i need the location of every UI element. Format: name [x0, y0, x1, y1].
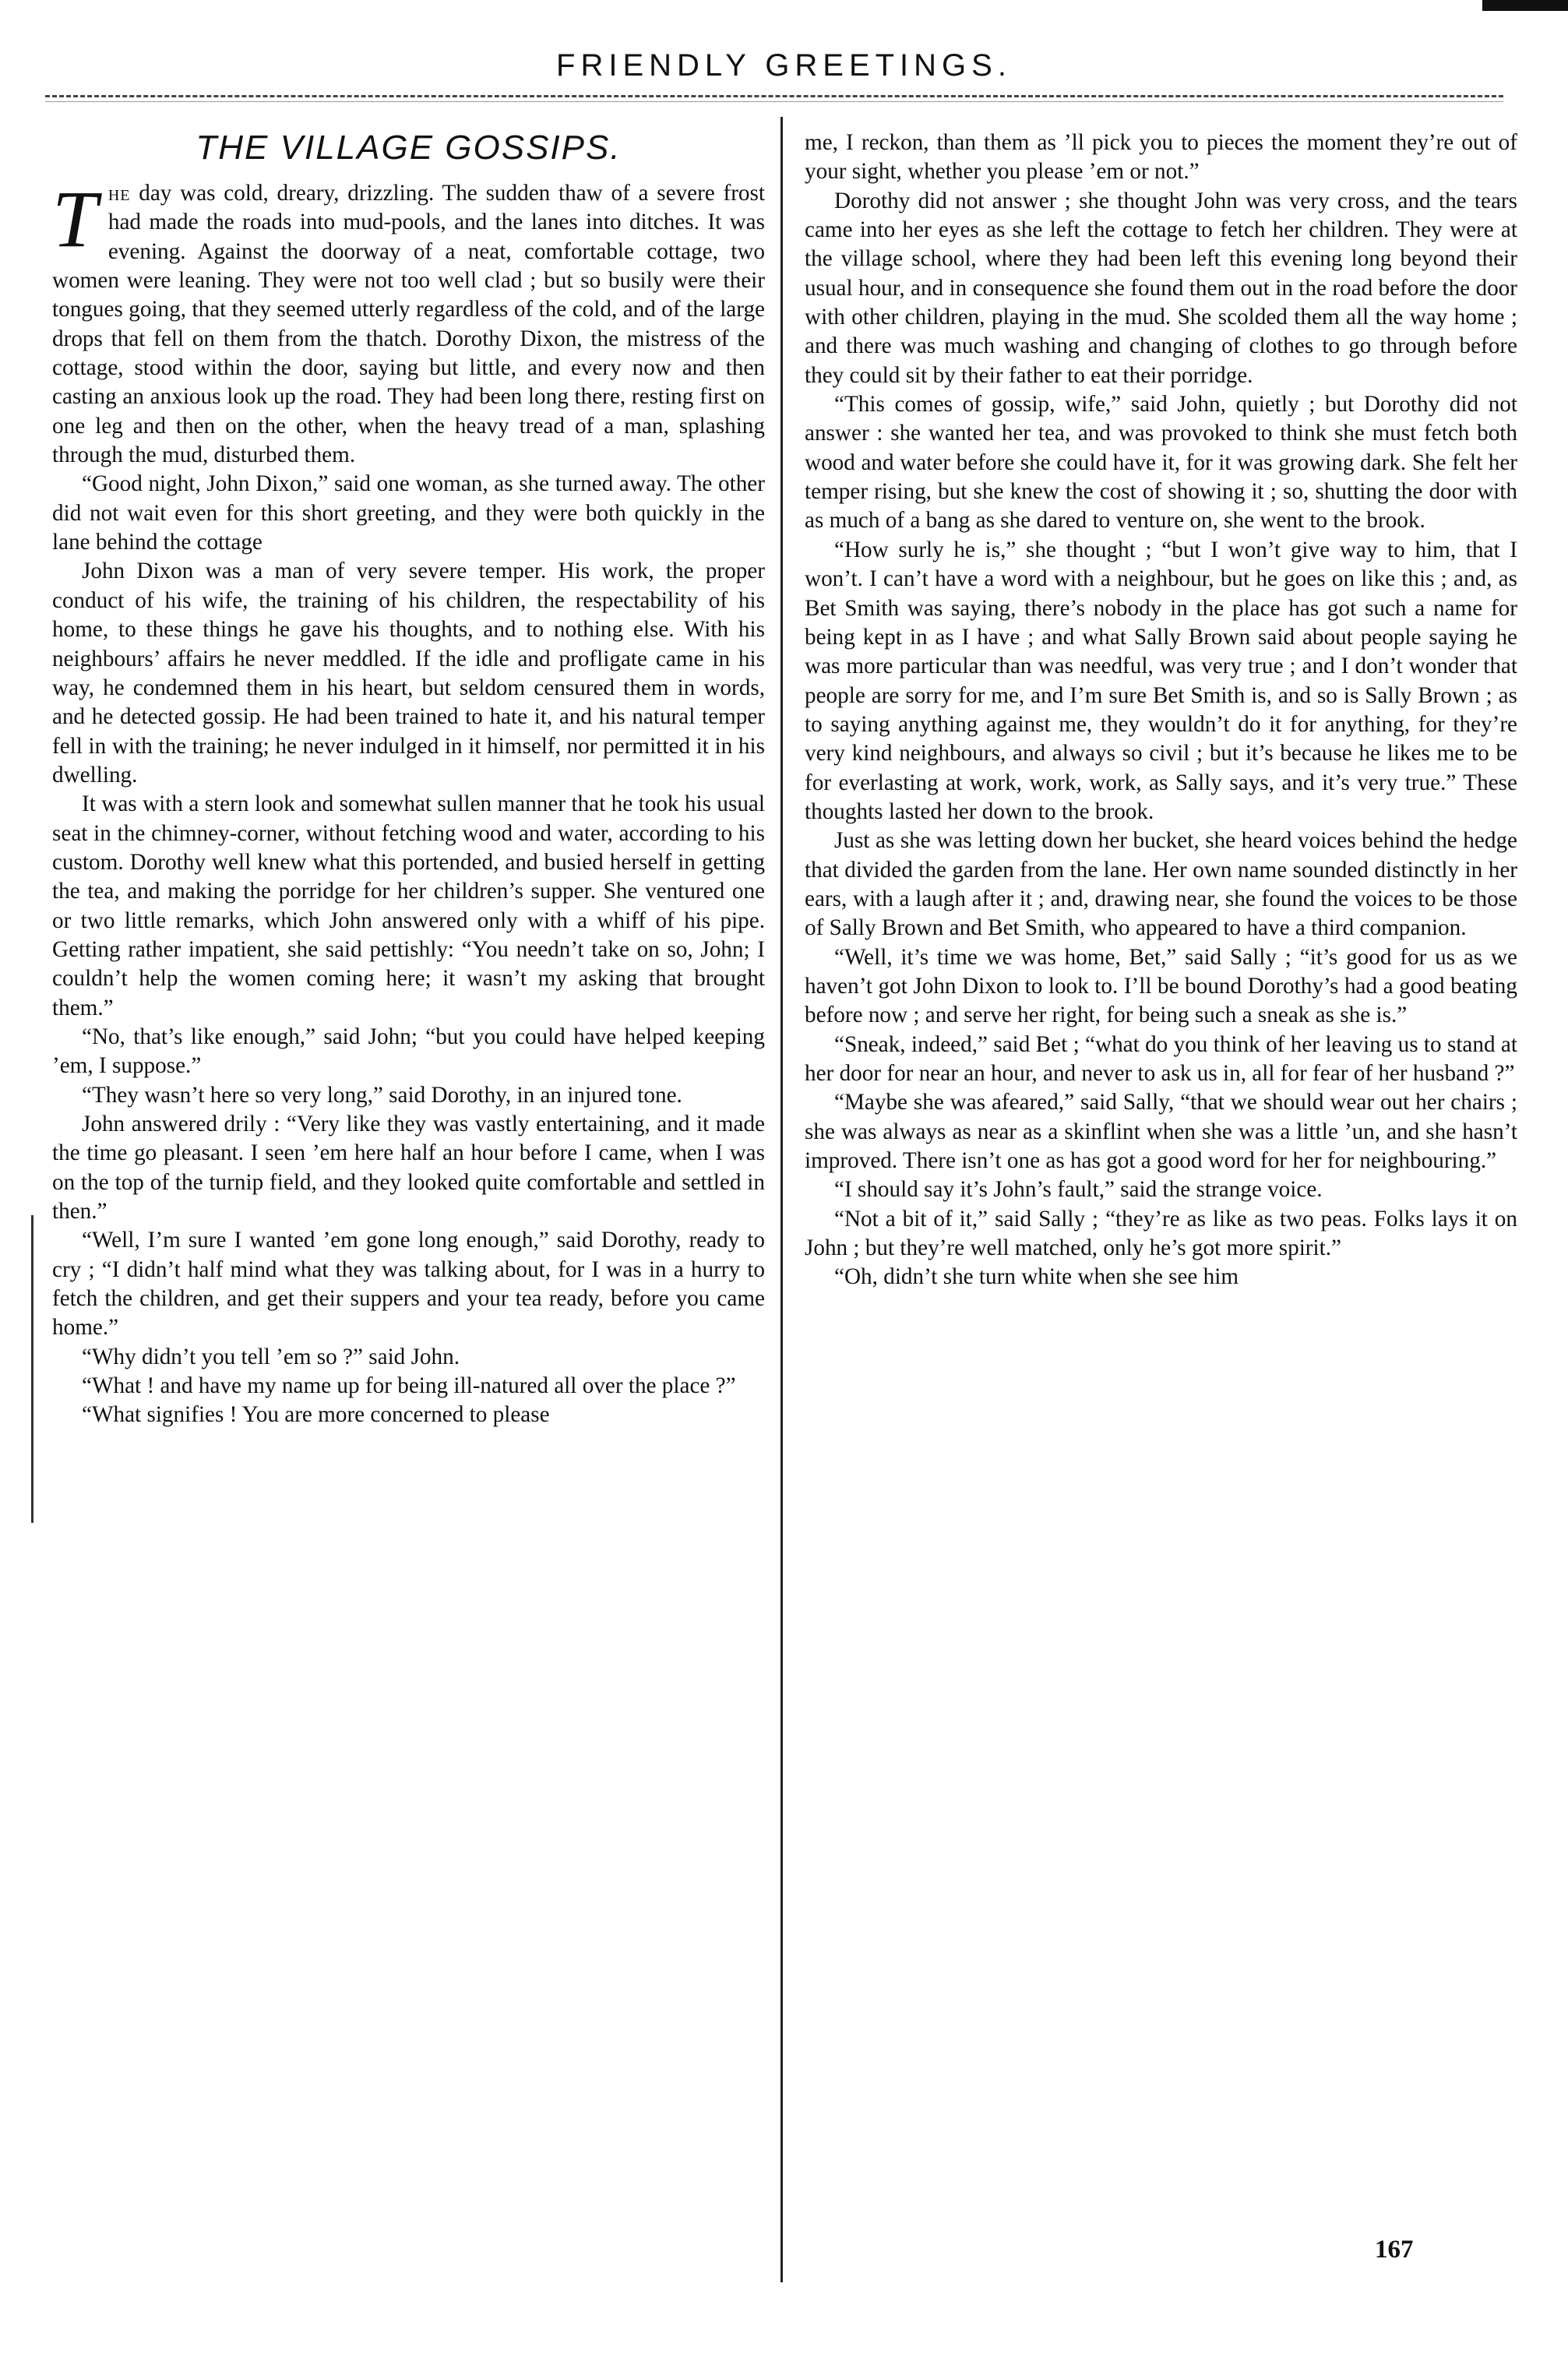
paragraph: “I should say it’s John’s fault,” said the strange voice.	[834, 1177, 1323, 1203]
left-column	[52, 126, 765, 1430]
header-rule-thin	[45, 101, 1503, 102]
article-title: THE VILLAGE GOSSIPS.	[196, 129, 622, 167]
paragraph: “Well, I’m sure I wanted ’em gone long enough,” said Dorothy, ready to cry ; “I didn’t half mind what they was talking about, for I was in a hurry to fetch the children, and get their suppers and your tea ready, before you came home.”	[52, 1228, 765, 1341]
paragraph: “Well, it’s time we was home, Bet,” said Sally ; “it’s good for us as we haven’t got John Dixon to look to. I’ll be bound Dorothy’s had a good beating before now ; and serve her right, for being such a sneak as she is.”	[805, 944, 1517, 1028]
paragraph: Just as she was letting down her bucket, she heard voices behind the hedge that divided the garden from the lane. Her own name sounded distinctly in her ears, with a laugh after it ; and, drawing near, she found the voices to be those of Sally Brown and Bet Smith, who appeared to have a third companion.	[805, 828, 1517, 941]
page-number: 167	[1375, 2236, 1414, 2264]
paragraph: “What ! and have my name up for being ill-natured all over the place ?”	[82, 1373, 736, 1399]
paragraph: “Why didn’t you tell ’em so ?” said John.	[82, 1344, 460, 1369]
column-divider	[780, 117, 783, 2282]
paragraph: “How surly he is,” she thought ; “but I won’t give way to him, that I won’t. I can’t have a word with a neighbour, but he goes on like this ; and, as Bet Smith was saying, there’s nobody in the place has got such a name for being kept in as I have ; and what Sally Brown said about people saying he was more particular than was needful, was very true ; and I don’t wonder that people are sorry for me, and I’m sure Bet Smith is, and so is Sally Brown ; as to saying anything against me, they wouldn’t do it for anything, for they’re very kind neighbours, and always so civil ; but it’s because he likes me to be for everlasting at work, work, work, as Sally says, and it’s very true.” These thoughts lasted her down to the brook.	[805, 537, 1517, 824]
paragraph-text: day was cold, dreary, drizzling. The sudden thaw of a severe frost had made the roads into mud-pools, and the lanes into ditches. It was evening. Against the doorway of a neat, comfortable cottage, two women were leaning. They were not too well clad ; but so busily were their tongues going, that they seemed utterly regardless of the cold, and of the large drops that fell on them from the thatch. Dorothy Dixon, the mistress of the cottage, stood within the door, saying but little, and every now and then casting an anxious look up the road. They had been long there, resting first on one leg and then on the other, when the heavy tread of a man, splashing through the mud, disturbed them.	[52, 181, 765, 468]
paragraph: “What signifies ! You are more concerned to please	[82, 1402, 550, 1428]
corner-printing-mark	[1482, 0, 1568, 11]
paragraph: “Good night, John Dixon,” said one woman, as she turned away. The other did not wait even for this short greeting, and they were both quickly in the lane behind the cottage	[52, 471, 765, 555]
right-column	[805, 129, 1517, 1292]
paragraph: “This comes of gossip, wife,” said John, quietly ; but Dorothy did not answer : she wanted her tea, and was provoked to think she must fetch both wood and water before she could have it, for it was growing dark. She felt her temper rising, but she knew the cost of showing it ; so, shutting the door with as much of a bang as she dared to venture on, she went to the brook.	[805, 392, 1517, 534]
paragraph: Dorothy did not answer ; she thought John was very cross, and the tears came into her eyes as she left the cottage to fetch her children. They were at the village school, where they had been left this evening long beyond their usual hour, and in consequence she found them out in the road before the door with other children, playing in the mud. She scolded them all the way home ; and there was much washing and changing of clothes to go through before they could sit by their father to eat their porridge.	[805, 188, 1517, 388]
paragraph: John Dixon was a man of very severe temper. His work, the proper conduct of his wife, the training of his children, the respectability of his home, to these things he gave his thoughts, and to nothing else. With his neighbours’ affairs he never meddled. If the idle and profligate came in his way, he condemned them in his heart, but seldom censured them in words, and he detected gossip. He had been trained to hate it, and his natural temper fell in with the training; he never indulged in it himself, nor permitted it in his dwelling.	[52, 559, 765, 788]
paragraph: “Not a bit of it,” said Sally ; “they’re as like as two peas. Folks lays it on John ; but they’re well matched, only he’s got more spirit.”	[805, 1206, 1517, 1261]
paragraph: John answered drily : “Very like they was vastly entertaining, and it made the time go pleasant. I seen ’em here half an hour before I came, when I was on the top of the turnip field, and they looked quite comfortable and settled in then.”	[52, 1112, 765, 1225]
opening-word-rest: he	[107, 181, 131, 206]
paragraph: me, I reckon, than them as ’ll pick you to pieces the moment they’re out of your sight, whether you please ’em or not.”	[805, 130, 1517, 185]
paragraph: It was with a stern look and somewhat sullen manner that he took his usual seat in the chimney-corner, without fetching wood and water, according to his custom. Dorothy well knew what this portended, and busied herself in getting the tea, and making the porridge for her children’s supper. She ventured one or two little remarks, which John answered only with a whiff of his pipe. Getting rather impatient, she said pettishly: “You needn’t take on so, John; I couldn’t help the women coming here; it wasn’t my asking that brought them.”	[52, 791, 765, 1020]
margin-mark	[31, 1215, 33, 1523]
header-rule	[45, 95, 1503, 97]
paragraph: “No, that’s like enough,” said John; “but you could have helped keeping ’em, I suppose.”	[52, 1024, 765, 1079]
paragraph: “They wasn’t here so very long,” said Dorothy, in an injured tone.	[82, 1082, 682, 1108]
paragraph: “Maybe she was afeared,” said Sally, “that we should wear out her chairs ; she was always as near as a skinflint when she was a little ’un, and she hasn’t improved. There isn’t one as has got a good word for her for neighbouring.”	[805, 1090, 1517, 1174]
opening-paragraph	[52, 174, 765, 470]
masthead: FRIENDLY GREETINGS.	[556, 48, 1012, 83]
paragraph: “Oh, didn’t she turn white when she see him	[834, 1264, 1239, 1290]
paragraph: “Sneak, indeed,” said Bet ; “what do you think of her leaving us to stand at her door for near an hour, and never to ask us in, all for fear of her husband ?”	[805, 1031, 1517, 1086]
drop-cap: T	[52, 174, 97, 264]
